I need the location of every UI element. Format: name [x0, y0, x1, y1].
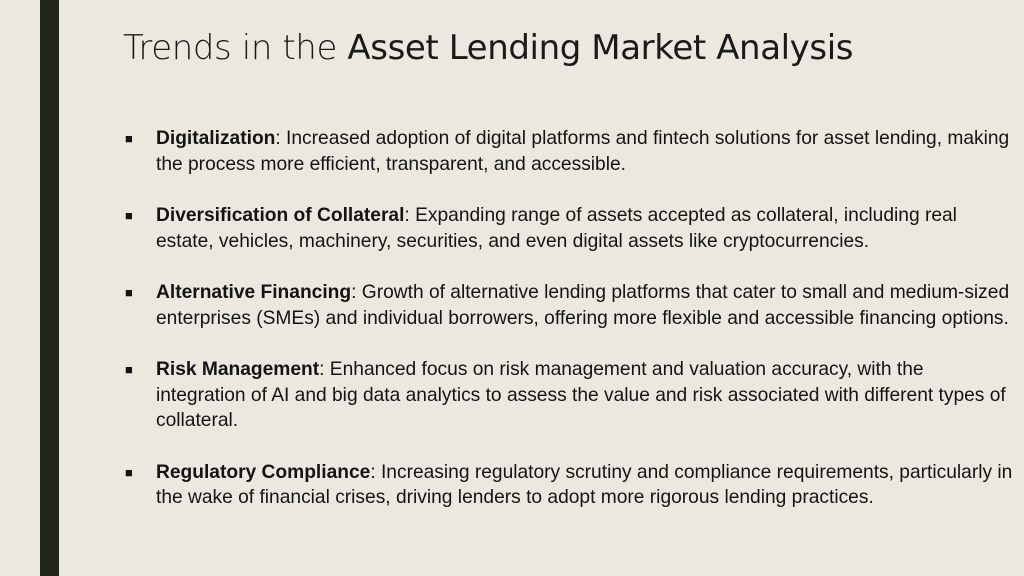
bullet-item-alternative-financing	[125, 280, 1015, 331]
bullet-text: : Growth of alternative lending platforms that cater to small and medium-sized enterprises (SMEs) and individual borrowers, offering more flexible and accessible financing options.	[156, 282, 1010, 329]
bullet-item-digitalization	[125, 126, 1015, 177]
bullet-text: : Increasing regulatory scrutiny and compliance requirements, particularly in the wake of financial crises, driving lenders to adopt more rigorous lending practices.	[156, 461, 1013, 508]
slide-title-main: Asset Lending Market Analysis	[347, 28, 854, 68]
slide-title-prefix: Trends in the	[123, 28, 348, 68]
bullet-list	[125, 126, 1015, 537]
bullet-term: Diversification of Collateral	[156, 205, 405, 226]
bullet-term: Risk Management	[156, 359, 320, 380]
bullet-text: : Enhanced focus on risk management and valuation accuracy, with the integration of AI and big data analytics to assess the value and risk associated with different types of collateral.	[156, 359, 1006, 431]
square-bullet-icon: ■	[125, 464, 133, 480]
square-bullet-icon: ■	[125, 131, 133, 146]
slide-title	[123, 24, 853, 72]
bullet-term: Regulatory Compliance	[156, 461, 371, 483]
bullet-item-diversification	[125, 203, 1015, 254]
bullet-term: Digitalization	[156, 128, 276, 149]
bullet-item-regulatory-compliance	[125, 460, 1015, 511]
square-bullet-icon: ■	[125, 362, 133, 377]
bullet-item-risk-management	[125, 357, 1015, 434]
bullet-text: : Increased adoption of digital platforms and fintech solutions for asset lending, making the process more efficient, transparent, and accessible.	[156, 128, 1010, 175]
square-bullet-icon: ■	[125, 208, 133, 223]
left-accent-bar	[40, 0, 59, 576]
bullet-text: : Expanding range of assets accepted as collateral, including real estate, vehicles, machinery, securities, and even digital assets like cryptocurrencies.	[156, 205, 957, 252]
bullet-term: Alternative Financing	[156, 282, 352, 303]
square-bullet-icon: ■	[125, 285, 133, 300]
